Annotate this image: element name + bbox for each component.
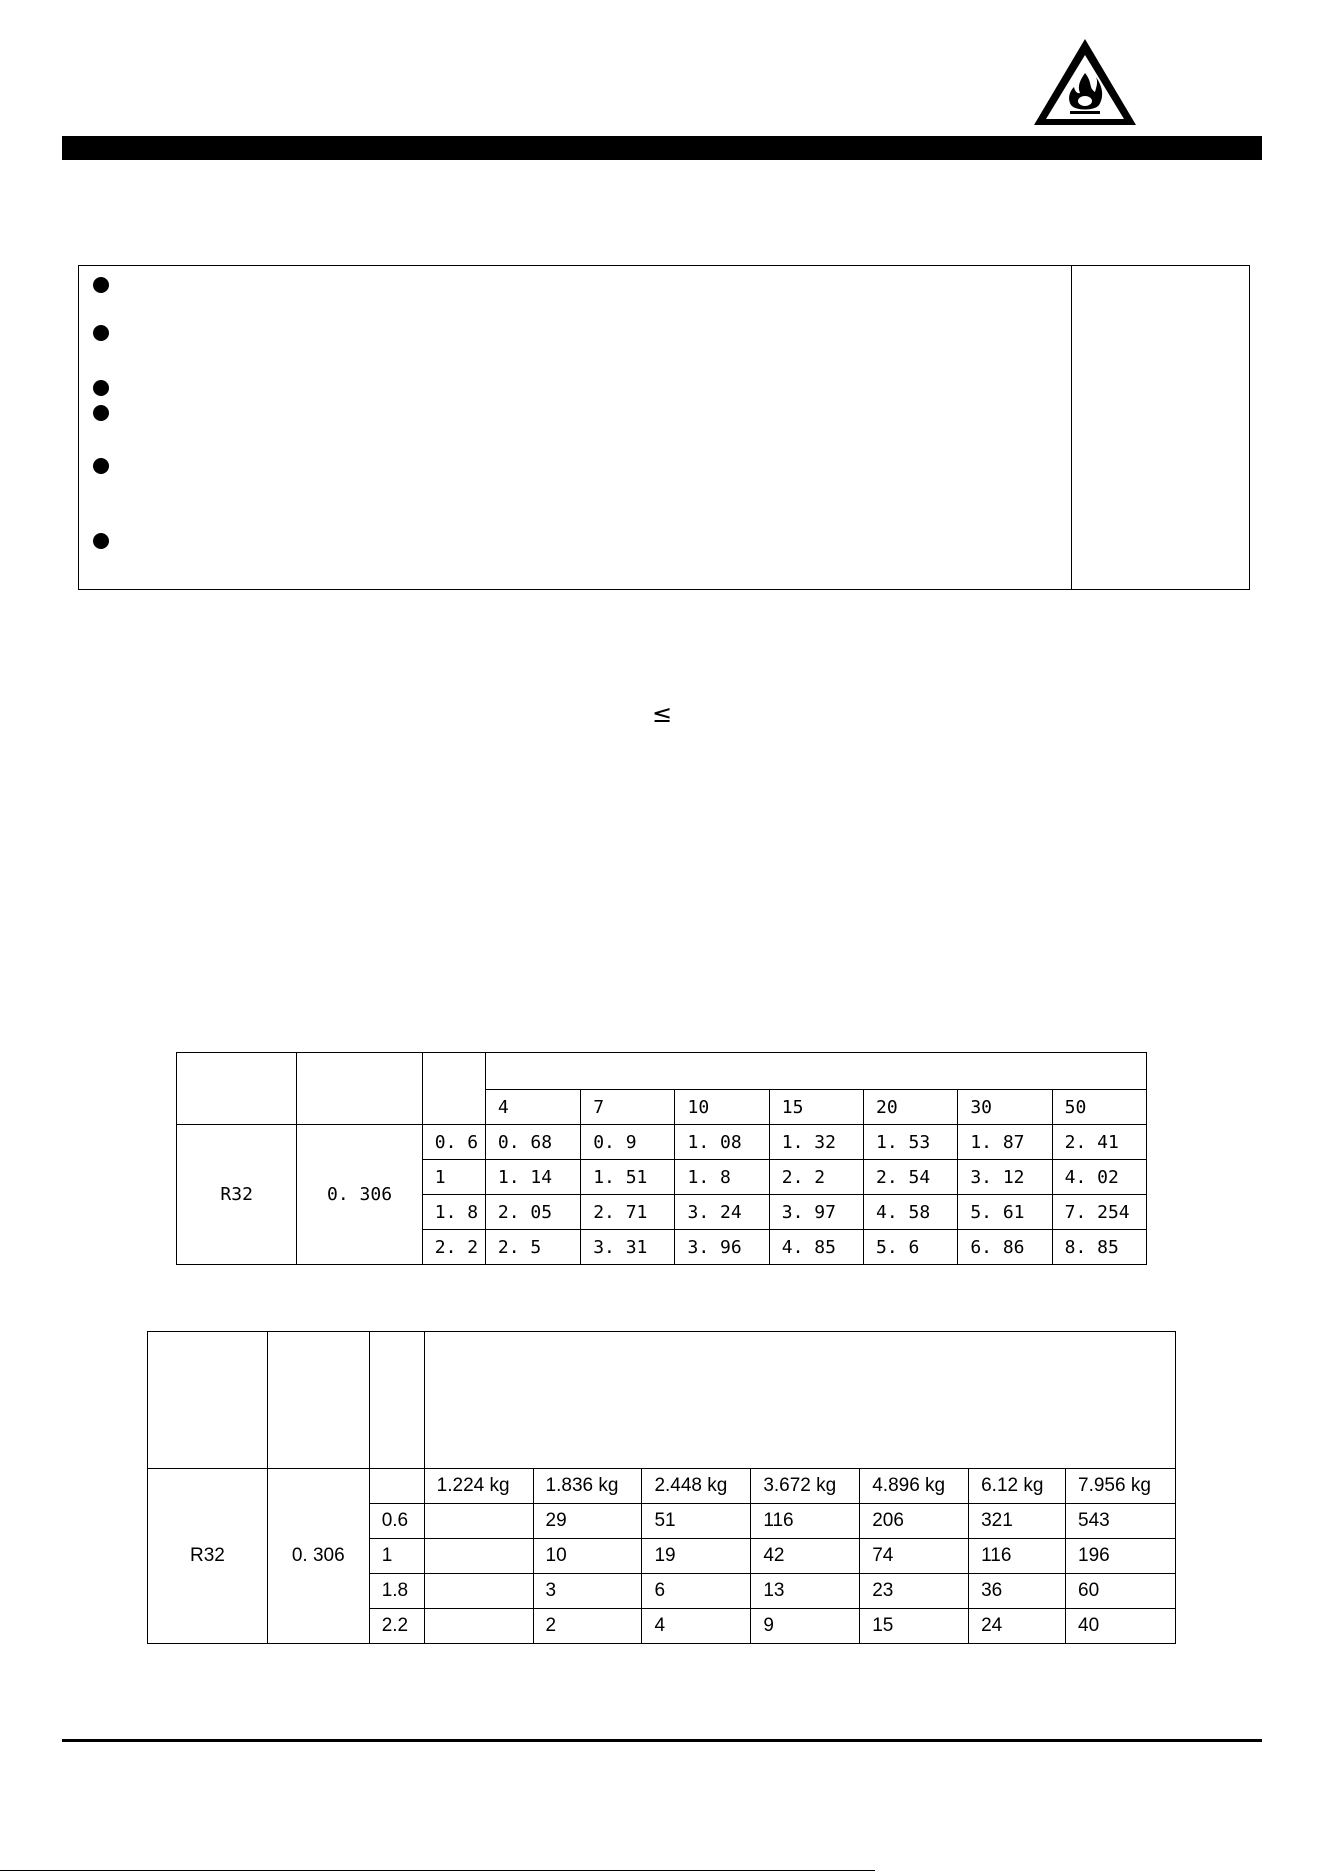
table2-value-cell: 2 [533,1609,642,1644]
table2-value-cell: 4 [642,1609,751,1644]
table2-value-cell: 321 [969,1504,1066,1539]
table2-value-cell: 6 [642,1574,751,1609]
table1-value-cell: 5. 61 [958,1195,1052,1230]
table2-value-cell: 36 [969,1574,1066,1609]
table2-value-cell: 60 [1066,1574,1176,1609]
table2-charge-header: 1.836 kg [533,1469,642,1504]
table1-value-cell: 4. 85 [769,1230,863,1265]
table1-value-cell: 3. 97 [769,1195,863,1230]
table1-area-header: 7 [581,1090,675,1125]
table1-value-cell: 3. 96 [675,1230,769,1265]
table2-value-cell: 40 [1066,1609,1176,1644]
table2-value-cell: 116 [751,1504,860,1539]
table1-value-cell: 3. 31 [581,1230,675,1265]
table1-value-cell: 2. 54 [864,1160,958,1195]
table2-header-blank [148,1332,268,1469]
table2-value-cell: 51 [642,1504,751,1539]
table2-value-cell [424,1574,533,1609]
table1-value-cell: 2. 71 [581,1195,675,1230]
table2-value-cell: 74 [860,1539,969,1574]
table2-charge-header: 6.12 kg [969,1469,1066,1504]
table2-value-cell: 543 [1066,1504,1176,1539]
table1-value-cell: 5. 6 [864,1230,958,1265]
less-or-equal-symbol: ≤ [652,700,673,728]
table2-value-cell: 19 [642,1539,751,1574]
section-header-bar [62,136,1262,160]
table1-area-header: 10 [675,1090,769,1125]
table1-value-cell: 1. 14 [485,1160,580,1195]
table2-value-cell [424,1539,533,1574]
table1-value-cell: 1. 32 [769,1125,863,1160]
table1-value-cell: 1. 08 [675,1125,769,1160]
table2-value-cell: 196 [1066,1539,1176,1574]
warning-divider [1071,266,1072,589]
table1-value-cell: 8. 85 [1052,1230,1146,1265]
table2-height-cell: 2.2 [369,1609,424,1644]
table1-height-cell: 0. 6 [422,1125,485,1160]
table2-lfl-cell: 0. 306 [267,1469,369,1644]
bullet-icon [93,405,109,421]
table-row [177,1125,1147,1160]
page-bottom-rule [0,1870,875,1871]
table1-header-blank [422,1053,485,1125]
table1-value-cell: 4. 58 [864,1195,958,1230]
table2-value-cell: 15 [860,1609,969,1644]
table2-height-cell: 0.6 [369,1504,424,1539]
table1-value-cell: 0. 68 [485,1125,580,1160]
table1-value-cell: 2. 05 [485,1195,580,1230]
bullet-icon [93,458,109,474]
table1-area-header: 15 [769,1090,863,1125]
table1-height-cell: 1. 8 [422,1195,485,1230]
table2-charge-header: 1.224 kg [424,1469,533,1504]
table2-header-blank [369,1469,424,1504]
table1-area-header: 4 [485,1090,580,1125]
table1-value-cell: 4. 02 [1052,1160,1146,1195]
table1-value-cell: 7. 254 [1052,1195,1146,1230]
table2-value-cell: 116 [969,1539,1066,1574]
table1-value-cell: 2. 5 [485,1230,580,1265]
table2-height-cell: 1 [369,1539,424,1574]
table2-height-cell: 1.8 [369,1574,424,1609]
table2-value-cell: 206 [860,1504,969,1539]
table2-value-cell [424,1504,533,1539]
table2-value-cell: 24 [969,1609,1066,1644]
footer-rule [62,1739,1262,1742]
table1-value-cell: 3. 12 [958,1160,1052,1195]
table2-charge-header: 4.896 kg [860,1469,969,1504]
table2-value-cell: 42 [751,1539,860,1574]
table1-header-blank [485,1053,1146,1090]
table1-refrigerant-cell: R32 [177,1125,297,1265]
table1-value-cell: 0. 9 [581,1125,675,1160]
table1-value-cell: 1. 87 [958,1125,1052,1160]
table1-value-cell: 1. 8 [675,1160,769,1195]
table2-value-cell: 29 [533,1504,642,1539]
table2-value-cell: 10 [533,1539,642,1574]
flammable-warning-icon [1030,35,1140,135]
table2-header-blank [424,1332,1175,1469]
table1-header-blank [297,1053,422,1125]
table2-value-cell: 3 [533,1574,642,1609]
table2-charge-header: 2.448 kg [642,1469,751,1504]
bullet-icon [93,533,109,549]
table1-area-header: 50 [1052,1090,1146,1125]
table1-lfl-cell: 0. 306 [297,1125,422,1265]
table1-area-header: 20 [864,1090,958,1125]
bullet-icon [93,277,109,293]
table2-value-cell [424,1609,533,1644]
table2-refrigerant-cell: R32 [148,1469,268,1644]
table-row [148,1469,1176,1504]
table1-value-cell: 1. 53 [864,1125,958,1160]
table1-header-blank [177,1053,297,1125]
safety-warning-box [78,265,1250,590]
table1-value-cell: 6. 86 [958,1230,1052,1265]
allowed-area-table [176,1052,1147,1265]
table2-charge-header: 3.672 kg [751,1469,860,1504]
table2-value-cell: 23 [860,1574,969,1609]
bullet-icon [93,380,109,396]
table1-value-cell: 1. 51 [581,1160,675,1195]
table1-area-header: 30 [958,1090,1052,1125]
charge-volume-table [147,1331,1176,1644]
table2-charge-header: 7.956 kg [1066,1469,1176,1504]
table2-value-cell: 9 [751,1609,860,1644]
table2-header-blank [267,1332,369,1469]
table1-value-cell: 2. 2 [769,1160,863,1195]
table2-value-cell: 13 [751,1574,860,1609]
table1-height-cell: 1 [422,1160,485,1195]
bullet-icon [93,325,109,341]
table1-value-cell: 3. 24 [675,1195,769,1230]
table1-value-cell: 2. 41 [1052,1125,1146,1160]
table1-height-cell: 2. 2 [422,1230,485,1265]
table2-header-blank [369,1332,424,1469]
